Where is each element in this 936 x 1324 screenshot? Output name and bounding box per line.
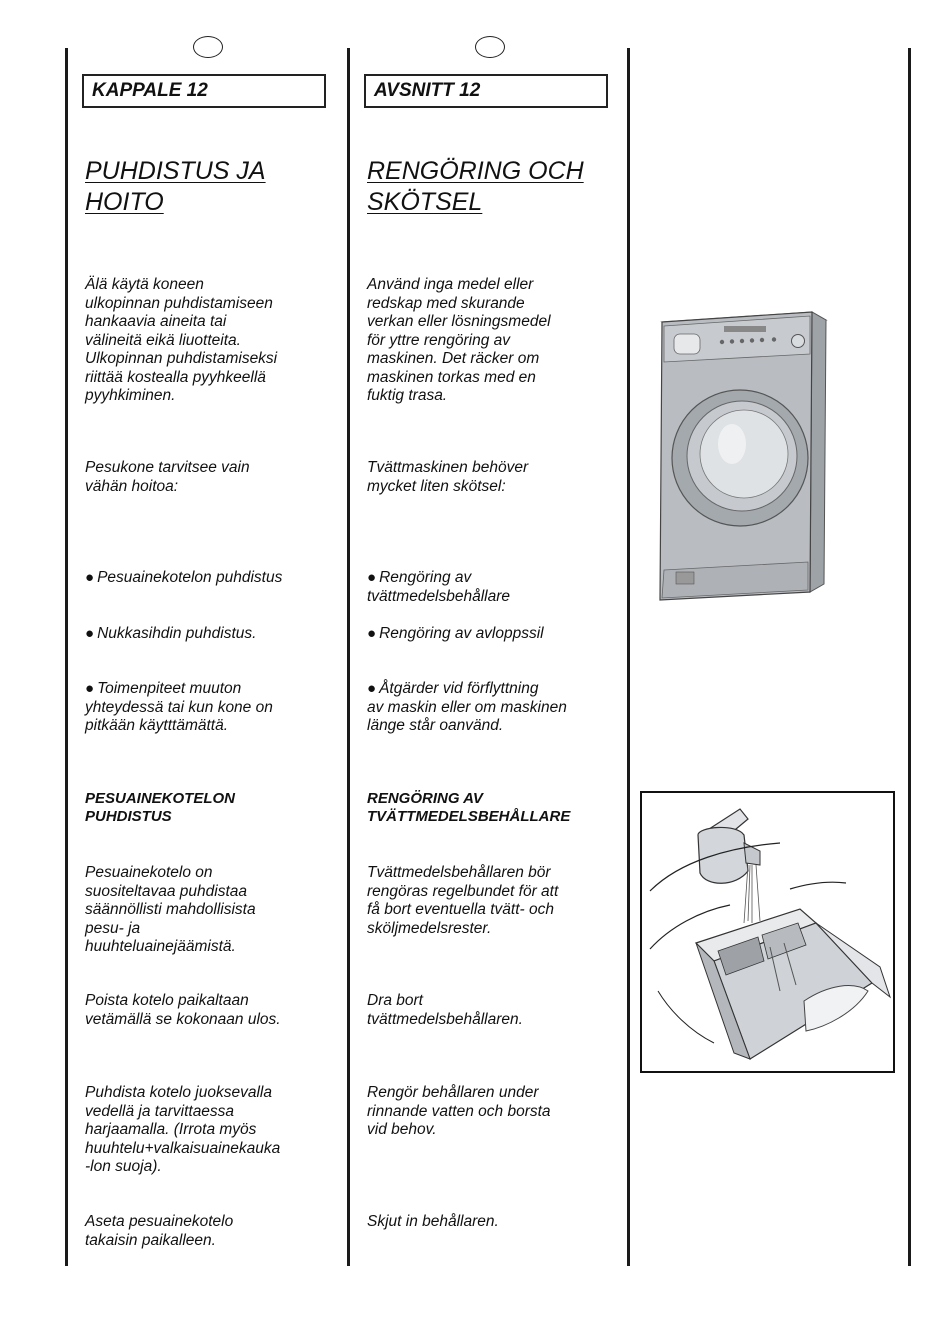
detergent-drawer-cleaning-illustration — [640, 791, 896, 1075]
column-rule-right — [627, 48, 630, 1266]
step-text-sv-1: Tvättmedelsbehållaren bör rengöras regelbundet för att få bort eventuella tvätt- och sköljmedelsrester. — [367, 864, 559, 937]
bullet-item-fi-2: ● Nukkasihdin puhdistus. — [85, 625, 257, 642]
chapter-title-fi: PUHDISTUS JA HOITO — [85, 157, 266, 216]
care-intro-fi: Pesukone tarvitsee vain vähän hoitoa: — [85, 459, 250, 495]
intro-text-sv: Använd inga medel eller redskap med skurande verkan eller lösningsmedel för yttre rengöring av maskinen. Det räcker om maskinen torkas med en fuktig trasa. — [367, 276, 551, 404]
step-text-fi-2: Poista kotelo paikaltaan vetämällä se kokonaan ulos. — [85, 992, 281, 1028]
step-text-sv-2: Dra bort tvättmedelsbehållaren. — [367, 992, 523, 1028]
bullet-item-fi-1: ● Pesuainekotelon puhdistus — [85, 569, 283, 586]
intro-text-fi: Älä käytä koneen ulkopinnan puhdistamiseen hankaavia aineita tai välineitä eikä liuotteita. Ulkopinnan puhdistamiseksi riittää kostealla pyyhkeellä pyyhkiminen. — [85, 276, 278, 404]
bullet-item-sv-1: ● Rengöring av tvättmedelsbehållare — [367, 569, 511, 605]
section-label-fi: KAPPALE 12 — [82, 74, 326, 108]
step-text-fi-4: Aseta pesuainekotelo takaisin paikalleen. — [85, 1213, 234, 1249]
step-text-fi-3: Puhdista kotelo juoksevalla vedellä ja tarvittaessa harjaamalla. (Irrota myös huuhtelu+valkaisuainekauka -lon suoja). — [85, 1084, 281, 1175]
step-text-fi-1: Pesuainekotelo on suositeltavaa puhdistaa säännöllisti mahdollisista pesu- ja huuhteluainejäämistä. — [85, 864, 256, 955]
language-badge-fi — [193, 36, 223, 58]
column-rule-middle — [347, 48, 350, 1266]
washing-machine-illustration — [652, 308, 828, 604]
care-intro-sv: Tvättmaskinen behöver mycket liten skötsel: — [367, 459, 529, 495]
bullet-item-sv-3: ● Åtgärder vid förflyttning av maskin eller om maskinen länge står oanvänd. — [367, 680, 567, 734]
chapter-title-sv: RENGÖRING OCH SKÖTSEL — [367, 157, 584, 216]
language-badge-sv — [475, 36, 505, 58]
column-rule-left — [65, 48, 68, 1266]
bullet-item-sv-2: ● Rengöring av avloppssil — [367, 625, 544, 642]
bullet-item-fi-3: ● Toimenpiteet muuton yhteydessä tai kun kone on pitkään käytttämättä. — [85, 680, 273, 734]
column-rule-far-right — [908, 48, 911, 1266]
step-text-sv-3: Rengör behållaren under rinnande vatten och borsta vid behov. — [367, 1084, 551, 1138]
section-label-sv: AVSNITT 12 — [364, 74, 608, 108]
subheading-fi: PESUAINEKOTELON PUHDISTUS — [85, 790, 236, 825]
subheading-sv: RENGÖRING AV TVÄTTMEDELSBEHÅLLARE — [367, 790, 571, 825]
step-text-sv-4: Skjut in behållaren. — [367, 1213, 499, 1230]
